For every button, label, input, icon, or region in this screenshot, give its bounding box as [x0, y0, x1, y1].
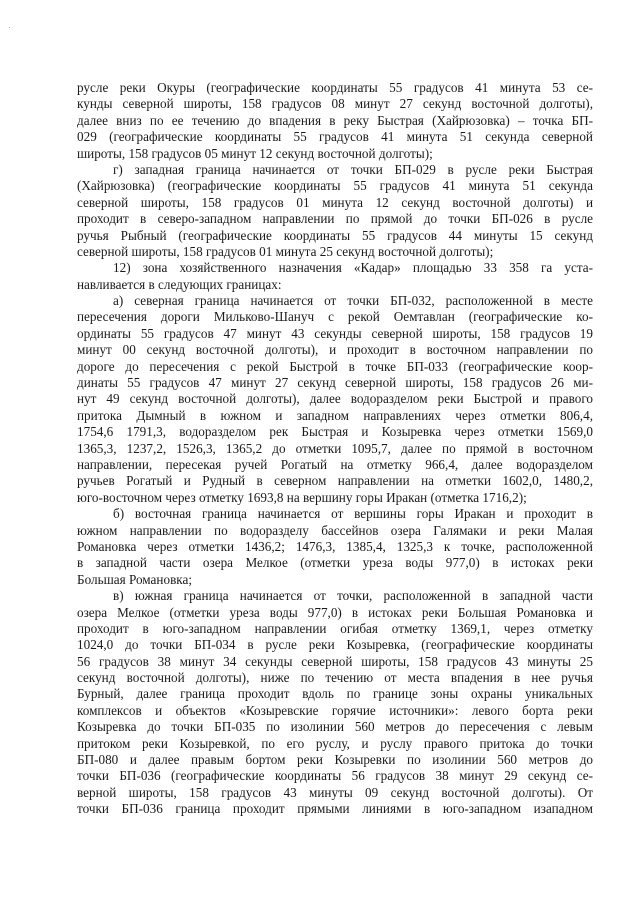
text-line: минут 00 секунд восточной долготы), и проходит в восточном направлении по: [77, 342, 593, 358]
text-line: 1365,3, 1237,2, 1526,3, 1365,2 до отметки 1095,7, далее по прямой в восточном: [77, 440, 593, 456]
text-line: 56 градусов 38 минут 34 секунды северной широты, 158 градусов 43 минуты 25: [77, 653, 593, 669]
text-line: г) западная граница начинается от точки БП-029 в русле реки Быстрая: [113, 161, 593, 177]
text-line: Большая Романовка;: [77, 571, 193, 587]
text-line: далее вниз по ее течению до впадения в реку Быстрая (Хайрюзовка) – точка БП-: [77, 112, 593, 128]
text-line: а) северная граница начинается от точки БП-032, расположенной в месте: [113, 293, 593, 309]
text-line: секунд восточной долготы), ниже по течению от места впадения в нее ручья: [77, 670, 593, 686]
text-line: северной широты, 158 градусов 01 минута 12 секунд восточной долготы) и: [77, 194, 593, 210]
text-line: в) южная граница начинается от точки, расположенной в западной части: [113, 588, 593, 604]
text-line: 1024,0 до точки БП-034 в русле реки Козыревка, (географические координаты: [77, 637, 593, 653]
text-line: проходит в юго-западном направлении огибая отметку 1369,1, через отметку: [77, 620, 593, 636]
text-line: притоком реки Козыревкой, по его руслу, и руслу правого притока до точки: [77, 735, 593, 751]
text-line: ручьев Рогатый и Рудный в северном направлении на отметки 1602,0, 1480,2,: [77, 473, 593, 489]
text-line: южном направлении по водоразделу бассейнов озера Галямаки и реки Малая: [77, 522, 593, 538]
text-line: верной широты, 158 градусов 43 минуты 09 секунд восточной долготы). От: [77, 784, 593, 800]
text-line: ручья Рыбный (географические координаты 55 градусов 44 минуты 15 секунд: [77, 227, 593, 243]
text-line: динаты 55 градусов 47 минут 27 секунд северной широты, 158 градусов 26 ми-: [77, 375, 593, 391]
text-line: точки БП-036 граница проходит прямыми линиями в юго-западном изападном: [77, 801, 593, 817]
text-line: юго-восточном через отметку 1693,8 на вершину горы Иракан (отметка 1716,2);: [77, 489, 527, 505]
text-line: комплексов и объектов «Козыревские горячие источники»: левого борта реки: [77, 702, 593, 718]
text-line: притока Дымный в южном и западном направлениях через отметки 806,4,: [77, 407, 593, 423]
text-line: Романовка через отметки 1436,2; 1476,3, 1385,4, 1325,3 к точке, расположенной: [77, 538, 593, 554]
text-line: ординаты 55 градусов 47 минут 43 секунды северной широты, 158 градусов 19: [77, 325, 593, 341]
text-line: навливается в следующих границах:: [77, 276, 282, 292]
body-text: [77, 80, 593, 818]
text-line: 029 (географические координаты 55 градусов 41 минута 51 секунда северной: [77, 129, 593, 145]
scan-speck: ·: [8, 22, 11, 32]
text-line: дороге до пересечения с рекой Быстрой в точке БП-033 (географические коор-: [77, 358, 593, 374]
text-line: северной широты, 158 градусов 01 минута 25 секунд восточной долготы);: [77, 243, 494, 259]
text-line: точки БП-036 (географические координаты 56 градусов 38 минут 29 секунд се-: [77, 768, 593, 784]
text-line: проходит в северо-западном направлении по прямой до точки БП-026 в русле: [77, 211, 593, 227]
text-line: пересечения дороги Мильково-Шануч с рекой Оемтавлан (географические ко-: [77, 309, 593, 325]
text-line: русле реки Окуры (географические координаты 55 градусов 41 минута 53 се-: [77, 80, 593, 95]
text-line: 12) зона хозяйственного назначения «Кадар» площадью 33 358 га уста-: [113, 260, 593, 276]
text-line: Козыревка до точки БП-035 по изолинии 560 метров до пересечения с левым: [77, 719, 593, 735]
text-line: б) восточная граница начинается от вершины горы Иракан и проходит в: [113, 506, 593, 522]
text-line: 1754,6 1791,3, водоразделом рек Быстрая и Козыревка через отметки 1569,0: [77, 424, 593, 440]
text-line: широты, 158 градусов 05 минут 12 секунд восточной долготы);: [77, 145, 433, 161]
text-line: (Хайрюзовка) (географические координаты 55 градусов 41 минута 51 секунда: [77, 178, 593, 194]
text-line: озера Мелкое (отметки уреза воды 977,0) в истоках реки Большая Романовка и: [77, 604, 593, 620]
text-line: в западной части озера Мелкое (отметки уреза воды 977,0) в истоках реки: [77, 555, 593, 571]
text-line: БП-080 и далее правым бортом реки Козыревки по изолинии 560 метров до: [77, 752, 593, 768]
text-line: направлении, пересекая ручей Рогатый на отметку 966,4, далее водоразделом: [77, 456, 593, 472]
text-line: нут 49 секунд восточной долготы), далее водоразделом реки Быстрой и правого: [77, 391, 593, 407]
text-line: Бурный, далее граница проходит вдоль по границе зоны охраны уникальных: [77, 686, 593, 702]
text-line: кунды северной широты, 158 градусов 08 минут 27 секунд восточной долготы),: [77, 96, 593, 112]
